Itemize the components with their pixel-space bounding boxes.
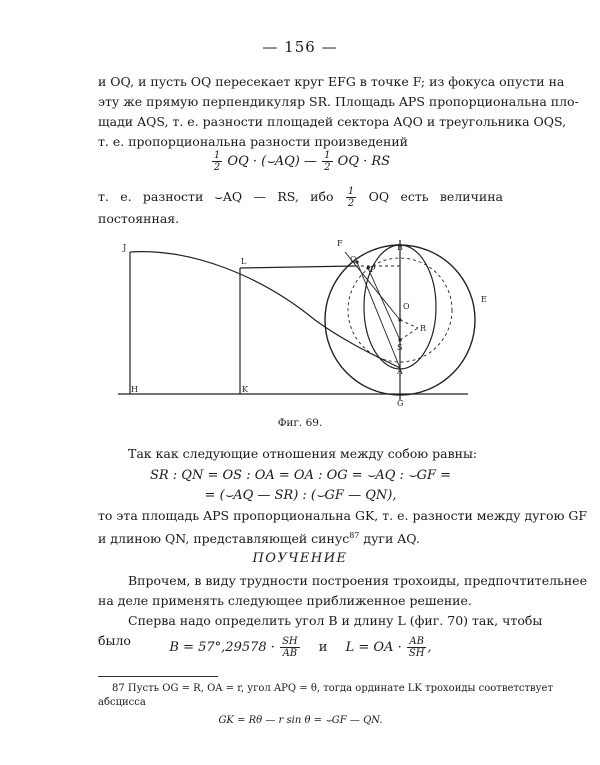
paragraph-4-line-2-a: и длиною QN, представляющей синус: [98, 531, 350, 547]
paragraph-4-line-2-b: дуги AQ.: [363, 531, 420, 547]
footnote-ref-87: 87: [349, 531, 360, 540]
formula-2: [98, 466, 503, 506]
paragraph-2-after: OQ есть величина постоянная.: [98, 189, 503, 226]
paragraph-1-line-3: щади AQS, т. е. разности площадей сектора AQO и треугольника OQS,: [98, 114, 567, 129]
label-q: Q: [350, 255, 357, 264]
paragraph-2-before: т. е. разности ⌣AQ — RS, ибо: [98, 189, 334, 204]
formula-3: [98, 636, 503, 659]
label-h: H: [131, 385, 138, 394]
sr-dashed-line: [400, 328, 418, 340]
label-r: R: [420, 324, 427, 333]
paragraph-2-fraction: $\frac{1}{2}$: [347, 186, 355, 209]
point-s: [398, 338, 401, 341]
paragraph-3: [98, 444, 503, 464]
label-g: G: [397, 399, 404, 408]
formula-3-fraction-1: $\frac{SH}{AB}$: [282, 636, 298, 659]
label-f: F: [337, 239, 343, 248]
footnote-formula: GK = Rθ — r sin θ = ⌣GF — QN.: [218, 715, 383, 726]
formula-1-part-2: OQ · RS: [337, 154, 391, 169]
formula-1-fraction-a: $\frac{1}{2}$: [213, 150, 221, 173]
page-number: — 156 —: [262, 38, 338, 56]
label-k: K: [242, 385, 248, 394]
formula-1-part-1: OQ · (⌣AQ) —: [227, 154, 318, 169]
paragraph-5-line-1: Впрочем, в виду трудности построения трохоиды, предпочтительнее: [128, 573, 587, 588]
paragraph-6-line-1: Сперва надо определить угол B и длину L (фиг. 70) так, чтобы: [128, 613, 543, 628]
label-j: J: [123, 243, 127, 252]
footnote-line-1: 87 Пусть OG = R, OA = r, угол APQ = θ, тогда ординате LK трохоиды соответствует: [112, 683, 554, 694]
paragraph-5: [98, 571, 587, 611]
formula-3-and: и: [318, 640, 328, 655]
label-o: O: [403, 302, 410, 311]
label-l: L: [241, 257, 247, 266]
paragraph-5-line-2: на деле применять следующее приближенное решение.: [98, 593, 472, 608]
paragraph-4-line-2: [98, 526, 503, 549]
formula-3-left: B = 57°,29578 ·: [169, 640, 275, 655]
formula-1-fraction-b: $\frac{1}{2}$: [324, 150, 331, 173]
paragraph-6-line-2: было: [98, 633, 131, 648]
footnote-line-2: абсцисса: [98, 697, 146, 708]
paragraph-4: [98, 506, 588, 549]
formula-3-right: L = OA ·: [345, 640, 402, 655]
l-to-q-line: [240, 266, 355, 268]
label-s: S: [397, 343, 403, 352]
label-e: E: [481, 295, 487, 304]
q-to-a-line: [357, 262, 403, 368]
formula-3-end: ,: [427, 640, 432, 655]
figure-caption: Фиг. 69.: [277, 417, 323, 429]
label-b: B: [397, 243, 403, 252]
paragraph-1-line-4: т. е. пропорциональна разности произведений: [98, 134, 408, 149]
footnote: [98, 682, 554, 728]
label-a: A: [397, 367, 403, 376]
paragraph-1-line-1: и OQ, и пусть OQ пересекает круг EFG в точке F; из фокуса опусти на: [98, 74, 565, 89]
paragraph-3-line-1: Так как следующие отношения между собою равны:: [128, 446, 478, 461]
formula-2-line-2: = (⌣AQ — SR) : (⌣GF — QN),: [204, 488, 397, 503]
or-dashed-line: [400, 320, 418, 328]
paragraph-1-line-2: эту же прямую перпендикуляр SR. Площадь APS пропорциональна пло-: [98, 94, 579, 109]
point-o: [398, 318, 401, 321]
section-heading: ПОУЧЕНИЕ: [252, 551, 348, 566]
formula-3-fraction-2: $\frac{AB}{SH}$: [408, 636, 425, 659]
paragraph-4-line-1: то эта площадь APS пропорциональна GK, т. е. разности между дугою GF: [98, 508, 588, 523]
formula-2-line-1: SR : QN = OS : OA = OA : OG = ⌣AQ : ⌣GF =: [149, 468, 452, 483]
label-p: P: [370, 265, 376, 274]
footnote-rule: [98, 676, 218, 677]
